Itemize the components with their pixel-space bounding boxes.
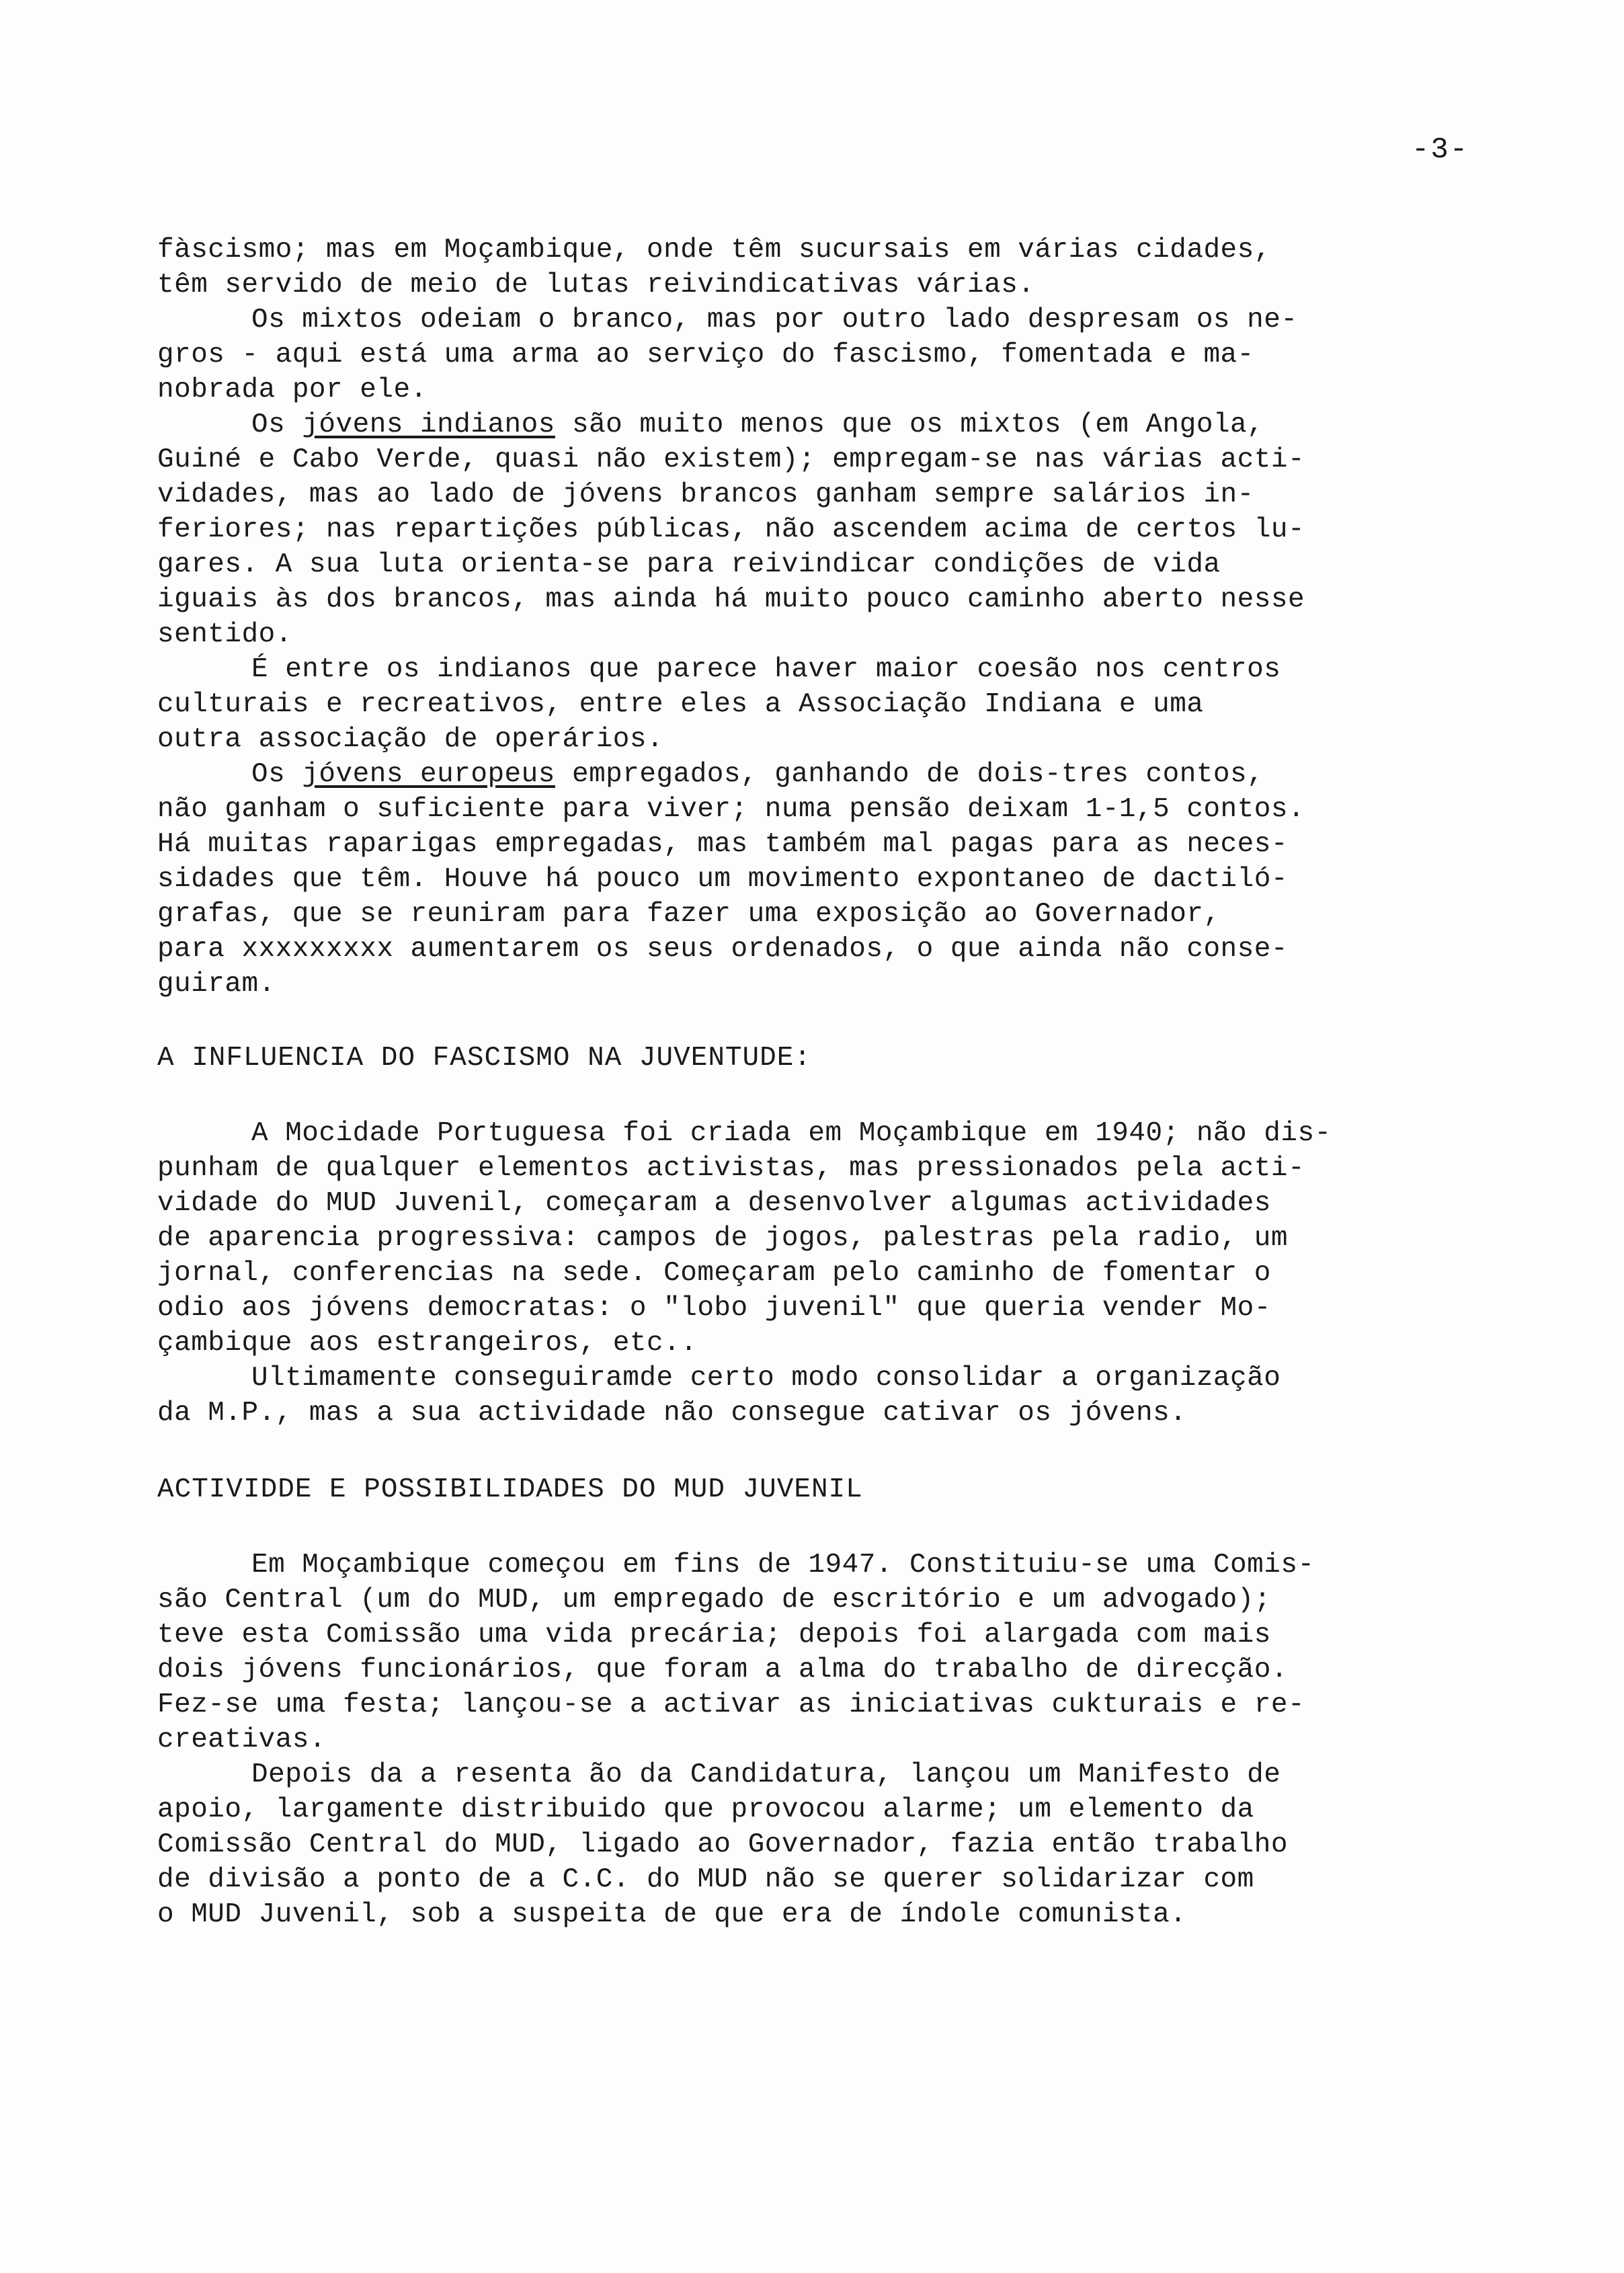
text-fragment: empregados, ganhando de dois-tres contos,: [555, 759, 1264, 790]
text-line: Guiné e Cabo Verde, quasi não existem); empregam-se nas várias acti-: [157, 444, 1305, 475]
section-actividade: [157, 1548, 1495, 1932]
text-fragment: Os: [251, 759, 302, 790]
text-line: outra associação de operários.: [157, 724, 664, 755]
text-line: gares. A sua luta orienta-se para reivindicar condições de vida: [157, 549, 1221, 580]
section-heading-actividade: ACTIVIDDE E POSSIBILIDADES DO MUD JUVENIL: [157, 1474, 863, 1505]
text-line: guiram.: [157, 969, 276, 1000]
text-line: têm servido de meio de lutas reivindicativas várias.: [157, 270, 1035, 301]
text-line: são Central (um do MUD, um empregado de escritório e um advogado);: [157, 1585, 1271, 1616]
text-line: feriores; nas repartições públicas, não ascendem acima de certos lu-: [157, 514, 1305, 545]
text-line: Em Moçambique começou em fins de 1947. Constituiu-se uma Comis-: [251, 1550, 1315, 1581]
text-line: Ultimamente conseguiramde certo modo consolidar a organização: [251, 1363, 1281, 1394]
text-line: grafas, que se reuniram para fazer uma exposição ao Governador,: [157, 899, 1221, 930]
section-intro: [157, 233, 1495, 1002]
text-line: culturais e recreativos, entre eles a Associação Indiana e uma: [157, 689, 1204, 720]
document-body: [157, 233, 1495, 1932]
text-line: punham de qualquer elementos activistas, mas pressionados pela acti-: [157, 1153, 1305, 1184]
section-influencia: [157, 1116, 1495, 1431]
paragraph-indianos-first-line: [157, 407, 1495, 442]
underlined-term-jovens-europeus: jóvens europeus: [302, 759, 555, 790]
text-fragment: são muito menos que os mixtos (em Angola,: [555, 409, 1264, 440]
text-line: da M.P., mas a sua actividade não consegue cativar os jóvens.: [157, 1398, 1187, 1429]
text-line: de divisão a ponto de a C.C. do MUD não se querer solidarizar com: [157, 1864, 1254, 1895]
text-line: vidades, mas ao lado de jóvens brancos ganham sempre salários in-: [157, 479, 1254, 510]
text-line: sidades que têm. Houve há pouco um movimento expontaneo de dactiló-: [157, 864, 1288, 895]
text-fragment: Os: [251, 409, 302, 440]
text-line: Os mixtos odeiam o branco, mas por outro lado despresam os ne-: [251, 305, 1298, 335]
text-line: gros - aqui está uma arma ao serviço do fascismo, fomentada e ma-: [157, 340, 1254, 370]
text-line: vidade do MUD Juvenil, começaram a desenvolver algumas actividades: [157, 1188, 1271, 1219]
text-line: iguais às dos brancos, mas ainda há muito pouco caminho aberto nesse: [157, 584, 1305, 615]
section-heading-influencia: A INFLUENCIA DO FASCISMO NA JUVENTUDE:: [157, 1043, 811, 1074]
text-line: creativas.: [157, 1724, 327, 1755]
page-number: -3-: [1412, 133, 1469, 167]
text-line: Há muitas raparigas empregadas, mas também mal pagas para as neces-: [157, 829, 1288, 860]
text-line: odio aos jóvens democratas: o "lobo juvenil" que queria vender Mo-: [157, 1293, 1271, 1324]
underlined-term-jovens-indianos: jóvens indianos: [302, 409, 555, 440]
text-line: nobrada por ele.: [157, 374, 428, 405]
text-line: não ganham o suficiente para viver; numa pensão deixam 1-1,5 contos.: [157, 794, 1305, 825]
text-line: É entre os indianos que parece haver maior coesão nos centros: [251, 654, 1281, 685]
text-line: Depois da a resenta ão da Candidatura, lançou um Manifesto de: [251, 1759, 1281, 1790]
text-line: para xxxxxxxxx aumentarem os seus ordenados, o que ainda não conse-: [157, 934, 1288, 965]
text-line: de aparencia progressiva: campos de jogos, palestras pela radio, um: [157, 1223, 1288, 1254]
text-line: o MUD Juvenil, sob a suspeita de que era de índole comunista.: [157, 1899, 1187, 1930]
text-line: jornal, conferencias na sede. Começaram pelo caminho de fomentar o: [157, 1258, 1271, 1289]
text-line: Comissão Central do MUD, ligado ao Governador, fazia então trabalho: [157, 1829, 1288, 1860]
text-line: teve esta Comissão uma vida precária; depois foi alargada com mais: [157, 1620, 1271, 1650]
text-line: apoio, largamente distribuido que provocou alarme; um elemento da: [157, 1794, 1254, 1825]
text-line: Fez-se uma festa; lançou-se a activar as iniciativas cukturais e re-: [157, 1689, 1305, 1720]
text-line: A Mocidade Portuguesa foi criada em Moçambique em 1940; não dis-: [251, 1118, 1332, 1149]
text-line: sentido.: [157, 619, 292, 650]
text-line: dois jóvens funcionários, que foram a alma do trabalho de direcção.: [157, 1654, 1288, 1685]
text-line: fàscismo; mas em Moçambique, onde têm sucursais em várias cidades,: [157, 235, 1271, 266]
paragraph-europeus-first-line: [157, 757, 1495, 792]
text-line: çambique aos estrangeiros, etc..: [157, 1328, 698, 1359]
